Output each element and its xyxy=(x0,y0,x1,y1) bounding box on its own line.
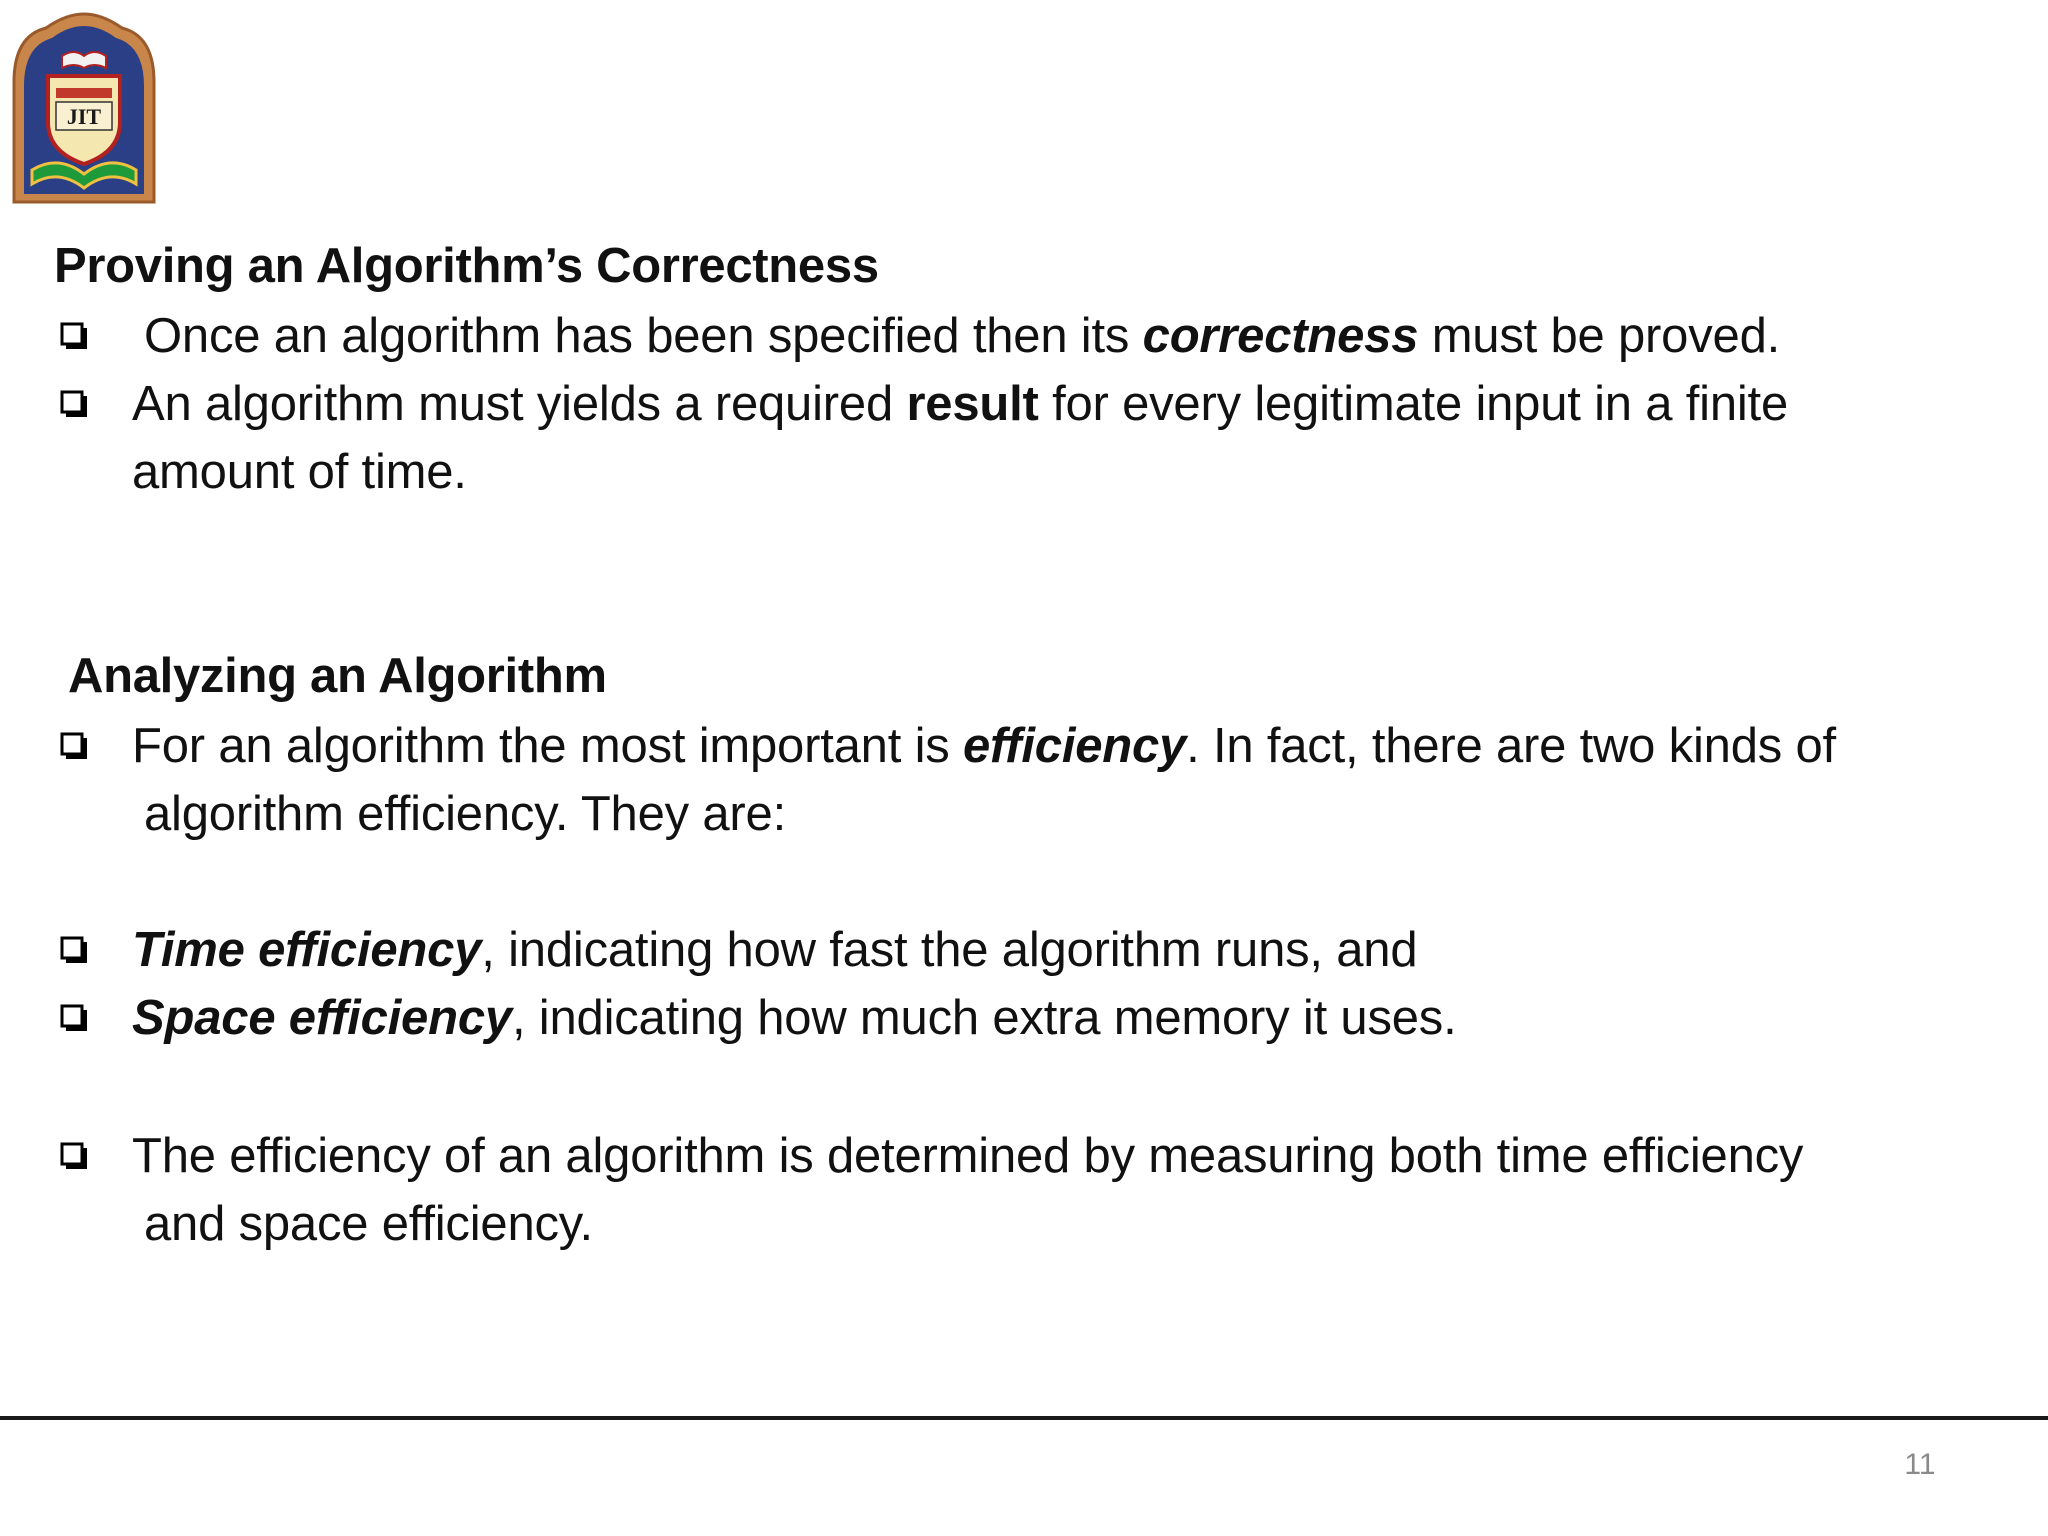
checkbox-bullet-icon xyxy=(60,936,88,964)
checkbox-bullet-icon xyxy=(60,390,88,418)
university-crest-icon xyxy=(6,12,162,206)
checkbox-bullet-icon xyxy=(60,1004,88,1032)
crest-text: JIT xyxy=(66,104,102,129)
checkbox-bullet-icon xyxy=(60,732,88,760)
checkbox-bullet-icon xyxy=(60,1142,88,1170)
checkbox-bullet-icon xyxy=(60,322,88,350)
section-heading-analyzing: Analyzing an Algorithm xyxy=(68,649,607,703)
footer-divider xyxy=(0,1416,2048,1420)
slide: JIT Proving an Algorithm’s Correctness Once an algorithm has been specified then its correctness must be proved. An algorithm must yields a required result for every legitimate input in a finite amount of time. Analyzing an Algorithm For an algorithm the most important is efficiency. In fact, there are two kinds of algorithm efficiency. They are: Time efficiency, indicating how fast the algorithm runs, and Space efficiency, indicating how much extra memory it uses. The efficiency of an algorithm is determined by measuring both time efficiency and space efficiency. 11 xyxy=(0,0,2048,1536)
page-number: 11 xyxy=(1904,1448,1936,1481)
section-heading-correctness: Proving an Algorithm’s Correctness xyxy=(54,239,879,293)
